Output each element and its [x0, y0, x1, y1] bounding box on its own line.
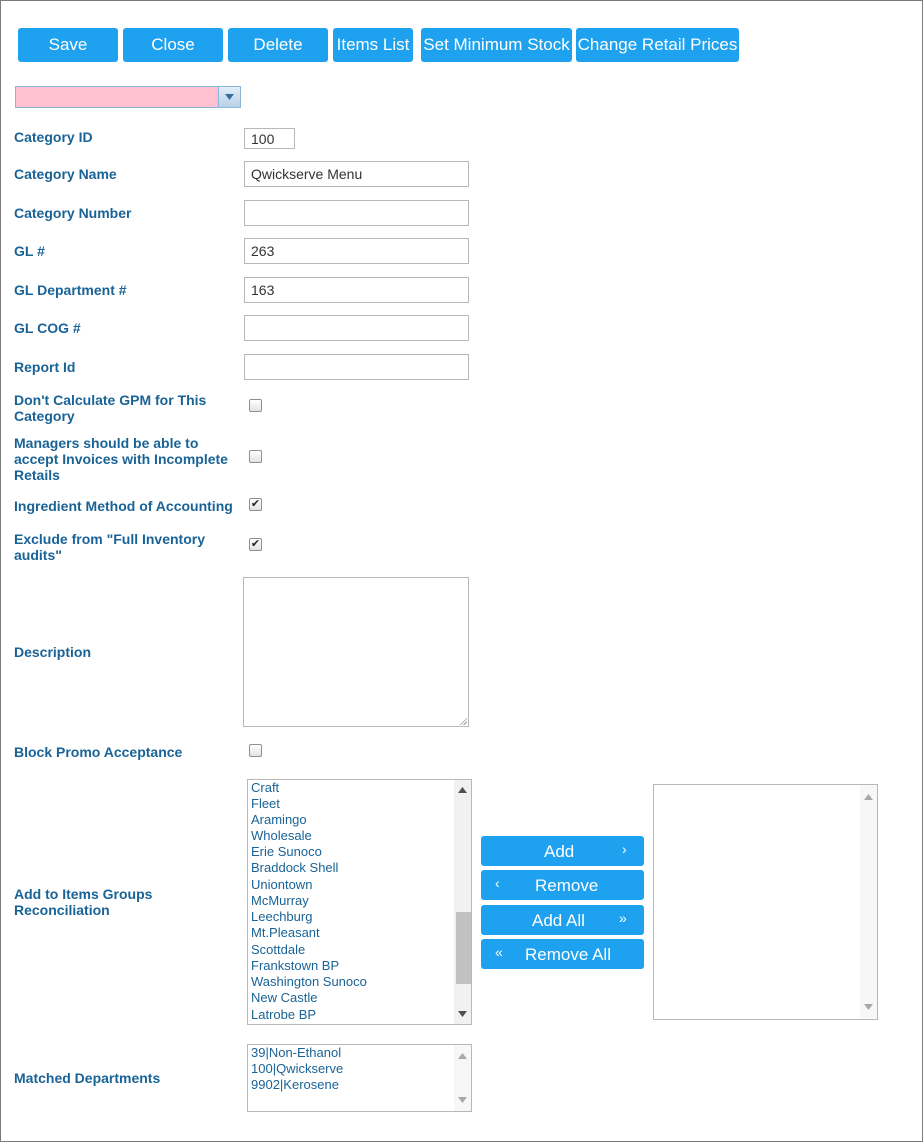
- category-name-field[interactable]: Qwickserve Menu: [244, 161, 469, 187]
- scroll-down-arrow-icon[interactable]: [454, 1006, 471, 1022]
- list-item[interactable]: 39|Non-Ethanol: [251, 1045, 342, 1060]
- category-id-field[interactable]: 100: [244, 128, 295, 149]
- selected-groups-list[interactable]: [653, 784, 878, 1020]
- list-item[interactable]: Fleet: [251, 796, 280, 811]
- add-all-button[interactable]: [481, 905, 644, 935]
- remove-all-button[interactable]: [481, 939, 644, 969]
- list-item[interactable]: Wholesale: [251, 828, 312, 843]
- block-promo-label: Block Promo Acceptance: [14, 744, 183, 760]
- category-id-label: Category ID: [14, 129, 93, 145]
- managers-accept-label-line3: Retails: [14, 467, 60, 483]
- available-groups-list[interactable]: [247, 779, 472, 1025]
- remove-all-button-label: Remove All: [525, 945, 611, 964]
- add-all-button-label: Add All: [532, 911, 585, 930]
- save-button[interactable]: Save: [18, 28, 118, 62]
- ingredient-method-label: Ingredient Method of Accounting: [14, 498, 233, 514]
- gl-number-label: GL #: [14, 243, 45, 259]
- exclude-full-audits-checkbox[interactable]: [249, 538, 262, 551]
- chevron-right-icon: ›: [622, 841, 627, 857]
- list-item[interactable]: Washington Sunoco: [251, 974, 367, 989]
- dont-calc-gpm-checkbox[interactable]: [249, 399, 262, 412]
- list-item[interactable]: Erie Sunoco: [251, 844, 322, 859]
- managers-accept-label-line1: Managers should be able to: [14, 435, 199, 451]
- list-item[interactable]: Leechburg: [251, 909, 313, 924]
- scroll-thumb[interactable]: [456, 912, 471, 984]
- items-groups-label-line2: Reconciliation: [14, 902, 110, 918]
- close-button[interactable]: Close: [123, 28, 223, 62]
- report-id-field[interactable]: [244, 354, 469, 380]
- scroll-up-arrow-icon[interactable]: [454, 782, 471, 798]
- report-id-label: Report Id: [14, 359, 76, 375]
- list-item[interactable]: Scottdale: [251, 942, 306, 957]
- exclude-full-audits-label-line2: audits": [14, 547, 62, 563]
- description-label: Description: [14, 644, 92, 660]
- list-item[interactable]: Mt.Pleasant: [251, 925, 320, 940]
- set-minimum-stock-button[interactable]: Set Minimum Stock: [421, 28, 572, 62]
- exclude-full-audits-label-line1: Exclude from "Full Inventory: [14, 531, 206, 547]
- delete-button[interactable]: Delete: [228, 28, 328, 62]
- gl-department-label: GL Department #: [14, 282, 127, 298]
- change-retail-prices-button[interactable]: Change Retail Prices: [576, 28, 739, 62]
- remove-button-label: Remove: [535, 876, 599, 895]
- list-item[interactable]: New Castle: [251, 990, 318, 1005]
- exclude-full-audits-label: [14, 531, 205, 563]
- list-item[interactable]: 9902|Kerosene: [251, 1077, 339, 1092]
- matched-departments-scrollbar[interactable]: [454, 1045, 471, 1111]
- items-list-button[interactable]: Items List: [333, 28, 413, 62]
- managers-accept-label: [14, 435, 228, 483]
- list-item[interactable]: Aramingo: [251, 812, 307, 827]
- chevron-left-icon: ‹: [495, 875, 500, 891]
- gl-number-field[interactable]: 263: [244, 238, 469, 264]
- resize-grip-icon[interactable]: [459, 717, 467, 725]
- managers-accept-label-line2: accept Invoices with Incomplete: [14, 451, 228, 467]
- add-button[interactable]: [481, 836, 644, 866]
- double-chevron-right-icon: »: [619, 910, 627, 926]
- managers-accept-checkbox[interactable]: [249, 450, 262, 463]
- gl-department-field[interactable]: 163: [244, 277, 469, 303]
- matched-departments-list[interactable]: [247, 1044, 472, 1112]
- category-number-field[interactable]: [244, 200, 469, 226]
- list-item[interactable]: Craft: [251, 780, 280, 795]
- list-item[interactable]: Latrobe BP: [251, 1007, 317, 1022]
- block-promo-checkbox[interactable]: [249, 744, 262, 757]
- list-item[interactable]: Frankstown BP: [251, 958, 340, 973]
- selected-groups-scrollbar[interactable]: [860, 785, 877, 1019]
- list-item[interactable]: 100|Qwickserve: [251, 1061, 344, 1076]
- scroll-down-arrow-icon[interactable]: [860, 999, 877, 1015]
- dont-calc-gpm-label: [14, 392, 206, 424]
- checkmark-icon: ✔: [250, 498, 261, 510]
- gl-cog-label: GL COG #: [14, 320, 81, 336]
- description-textarea[interactable]: [243, 577, 469, 727]
- dont-calc-gpm-label-line2: Category: [14, 408, 75, 424]
- gl-cog-field[interactable]: [244, 315, 469, 341]
- category-name-label: Category Name: [14, 166, 117, 182]
- category-dropdown[interactable]: [15, 86, 241, 108]
- ingredient-method-checkbox[interactable]: [249, 498, 262, 511]
- double-chevron-left-icon: «: [495, 944, 503, 960]
- category-number-label: Category Number: [14, 205, 132, 221]
- items-groups-label: [14, 886, 152, 918]
- available-groups-scrollbar[interactable]: [454, 780, 471, 1024]
- dropdown-arrow-icon[interactable]: [218, 87, 240, 107]
- scroll-down-arrow-icon[interactable]: [454, 1092, 471, 1108]
- items-groups-label-line1: Add to Items Groups: [14, 886, 153, 902]
- list-item[interactable]: McMurray: [251, 893, 309, 908]
- list-item[interactable]: Braddock Shell: [251, 860, 339, 875]
- scroll-up-arrow-icon[interactable]: [860, 789, 877, 805]
- add-button-label: Add: [544, 842, 575, 861]
- remove-button[interactable]: [481, 870, 644, 900]
- dont-calc-gpm-label-line1: Don't Calculate GPM for This: [14, 392, 207, 408]
- matched-departments-label: Matched Departments: [14, 1070, 161, 1086]
- list-item[interactable]: Uniontown: [251, 877, 313, 892]
- scroll-up-arrow-icon[interactable]: [454, 1048, 471, 1064]
- checkmark-icon: ✔: [250, 538, 261, 550]
